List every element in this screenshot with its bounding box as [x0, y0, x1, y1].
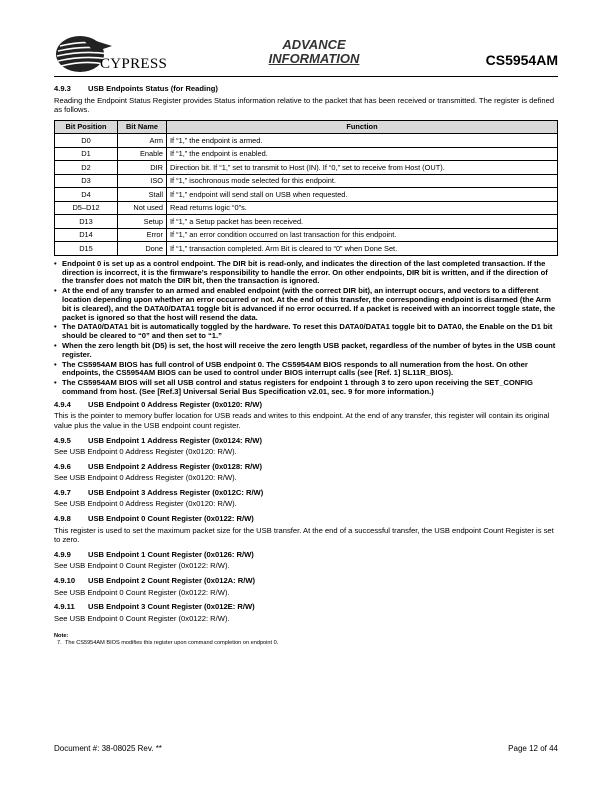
section-heading	[54, 436, 558, 446]
register-sections	[54, 400, 558, 624]
register-section	[54, 462, 558, 483]
bit-position-cell: D15	[55, 242, 118, 256]
register-section	[54, 602, 558, 623]
function-cell: If “1,” endpoint will send stall on USB when requested.	[167, 188, 558, 202]
endpoint-status-table	[54, 120, 558, 256]
function-cell: Read returns logic “0”s.	[167, 201, 558, 215]
table-row	[55, 174, 558, 188]
logo-wordmark: CYPRESS	[100, 56, 168, 72]
section-heading	[54, 550, 558, 560]
section-heading	[54, 602, 558, 612]
advance-information-label	[254, 38, 374, 66]
section-intro: Reading the Endpoint Status Register provides Status information relative to the packet that has been received or transmitted. The register is defined as follows.	[54, 95, 555, 115]
section-number: 4.9.4	[54, 399, 71, 409]
register-section	[54, 550, 558, 571]
bit-position-cell: D14	[55, 228, 118, 242]
section-text: See USB Endpoint 0 Address Register (0x0120: R/W).	[54, 473, 237, 483]
bit-position-cell: D1	[55, 147, 118, 161]
bit-name-cell: Enable	[118, 147, 167, 161]
section-title: USB Endpoint 0 Count Register (0x0122: R/W)	[88, 514, 254, 524]
note-item	[54, 640, 558, 647]
register-section	[54, 514, 558, 545]
bit-name-cell: DIR	[118, 161, 167, 175]
bullet-list	[54, 260, 558, 397]
section-number: 4.9.6	[54, 461, 71, 471]
section-text: This register is used to set the maximum packet size for the USB transfer. At the end of a successful transfer, the USB endpoint Count Register is set to zero.	[54, 525, 554, 545]
section-heading	[54, 400, 558, 410]
bit-position-cell: D4	[55, 188, 118, 202]
bit-position-cell: D2	[55, 161, 118, 175]
bit-position-cell: D13	[55, 215, 118, 229]
cypress-logo	[54, 34, 184, 74]
bit-name-cell: Setup	[118, 215, 167, 229]
page-header	[54, 30, 558, 78]
function-cell: If “1,” a Setup packet has been received.	[167, 215, 558, 229]
bullet-item: • The CS5954AM BIOS has full control of USB endpoint 0. The CS5954AM BIOS responds to all numeration from the host. On other endpoints, the CS5954AM BIOS can be used to control under BIOS interrupt calls (see [Ref. 1] SL11R_BIOS).	[54, 361, 558, 379]
column-header: Bit Name	[118, 120, 167, 134]
column-header: Bit Position	[55, 120, 118, 134]
table-row	[55, 161, 558, 175]
section-number: 4.9.7	[54, 487, 71, 497]
bit-name-cell: Arm	[118, 134, 167, 148]
section-text: See USB Endpoint 0 Address Register (0x0120: R/W).	[54, 499, 237, 509]
note-text: The CS5954AM BIOS modifies this register upon command completion on endpoint 0.	[65, 640, 279, 647]
section-title: USB Endpoint 3 Count Register (0x012E: R/W)	[88, 602, 255, 612]
section-number: 4.9.11	[54, 602, 75, 612]
table-header-row	[55, 120, 558, 134]
function-cell: If “1,” an error condition occurred on last transaction for this endpoint.	[167, 228, 558, 242]
function-cell: Direction bit. If “1,” set to transmit to Host (IN). If “0,” set to receive from Host (OUT).	[167, 161, 558, 175]
bit-name-cell: ISO	[118, 174, 167, 188]
section-heading	[54, 462, 558, 472]
table-row	[55, 228, 558, 242]
section-title: USB Endpoints Status (for Reading)	[88, 84, 218, 93]
section-number: 4.9.10	[54, 576, 76, 586]
part-number: CS5954AM	[485, 52, 558, 68]
bullet-item: • The DATA0/DATA1 bit is automatically toggled by the hardware. To reset this DATA0/DATA1 toggle bit to DATA0, the Enable on the D1 bit should be cleared to “0” and then set to “1.”	[54, 323, 558, 341]
table-row	[55, 188, 558, 202]
section-text: See USB Endpoint 0 Count Register (0x0122: R/W).	[54, 561, 230, 571]
table-row	[55, 147, 558, 161]
register-section	[54, 576, 558, 597]
section-heading	[54, 576, 558, 586]
page-content	[54, 84, 558, 647]
section-title: USB Endpoint 1 Address Register (0x0124: R/W)	[88, 435, 262, 445]
section-title: USB Endpoint 3 Address Register (0x012C: R/W)	[88, 487, 264, 497]
section-number: 4.9.5	[54, 435, 71, 445]
section-text: See USB Endpoint 0 Count Register (0x0122: R/W).	[54, 613, 230, 623]
header-divider	[54, 76, 558, 77]
bullet-item: • At the end of any transfer to an armed and enabled endpoint (with the correct DIR bit), an interrupt occurs, and vectors to a different location depending upon whether an error occurred or not. At the end of this transfer, the corresponding endpoint is disarmed (the Arm bit is cleared), and the DATA0/DATA1 toggle bit is advanced if no error occurred. If a packet is received with an incorrect toggle state, the packet is ignored so that the host will resend the data.	[54, 287, 558, 322]
function-cell: If “1,” transaction completed. Arm Bit is cleared to “0” when Done Set.	[167, 242, 558, 256]
section-heading	[54, 84, 558, 94]
section-title: USB Endpoint 1 Count Register (0x0126: R/W)	[88, 549, 254, 559]
section-number: 4.9.3	[54, 84, 71, 93]
bullet-item: • When the zero length bit (D5) is set, the host will receive the zero length USB packet, regardless of the number of bytes in the USB count register.	[54, 342, 558, 360]
section-text: This is the pointer to memory buffer location for USB reads and writes to this endpoint. At the end of any transfer, this register will contain its original value plus the value in the USB endpoint count register.	[54, 411, 550, 430]
section-number: 4.9.8	[54, 514, 71, 524]
advance-line2: INFORMATION	[268, 51, 360, 66]
advance-line1: ADVANCE	[282, 37, 346, 52]
section-text: See USB Endpoint 0 Address Register (0x0120: R/W).	[54, 447, 237, 457]
bit-name-cell: Stall	[118, 188, 167, 202]
table-body	[55, 134, 558, 256]
register-section	[54, 436, 558, 457]
page-number: Page 12 of 44	[508, 744, 558, 753]
register-section	[54, 488, 558, 509]
function-cell: If “1,” isochronous mode selected for this endpoint.	[167, 174, 558, 188]
section-number: 4.9.9	[54, 549, 71, 559]
register-section	[54, 400, 558, 431]
table-row	[55, 201, 558, 215]
bit-position-cell: D5–D12	[55, 201, 118, 215]
table-row	[55, 242, 558, 256]
function-cell: If “1,” the endpoint is enabled.	[167, 147, 558, 161]
table-row	[55, 134, 558, 148]
bit-name-cell: Done	[118, 242, 167, 256]
section-title: USB Endpoint 0 Address Register (0x0120: R/W)	[88, 399, 262, 409]
bit-position-cell: D3	[55, 174, 118, 188]
section-title: USB Endpoint 2 Count Register (0x012A: R/W)	[88, 576, 256, 586]
section-title: USB Endpoint 2 Address Register (0x0128: R/W)	[88, 461, 262, 471]
section-heading	[54, 514, 558, 524]
bit-name-cell: Error	[118, 228, 167, 242]
section-heading	[54, 488, 558, 498]
footnote	[54, 633, 558, 647]
bullet-item: • The CS5954AM BIOS will set all USB control and status registers for endpoint 1 through 3 to zero upon receiving the SET_CONFIG command from host. (See [Ref.3] Universal Serial Bus Specification v2.01, sec. 9 for more information.)	[54, 379, 558, 397]
note-heading: Note:	[54, 633, 69, 640]
function-cell: If “1,” the endpoint is armed.	[167, 134, 558, 148]
column-header: Function	[167, 120, 558, 134]
note-number: 7.	[57, 640, 62, 647]
table-row	[55, 215, 558, 229]
document-number: Document #: 38-08025 Rev. **	[54, 744, 162, 753]
bit-position-cell: D0	[55, 134, 118, 148]
bullet-item: • Endpoint 0 is set up as a control endpoint. The DIR bit is read-only, and indicates the direction of the last completed transaction. If the direction is incorrect, it is the firmware’s responsibility to handle the error. On other endpoints, DIR bit is written, and if the direction of the transfer does not match the DIR bit, then the transaction is ignored.	[54, 260, 558, 286]
section-text: See USB Endpoint 0 Count Register (0x0122: R/W).	[54, 587, 230, 597]
bit-name-cell: Not used	[118, 201, 167, 215]
